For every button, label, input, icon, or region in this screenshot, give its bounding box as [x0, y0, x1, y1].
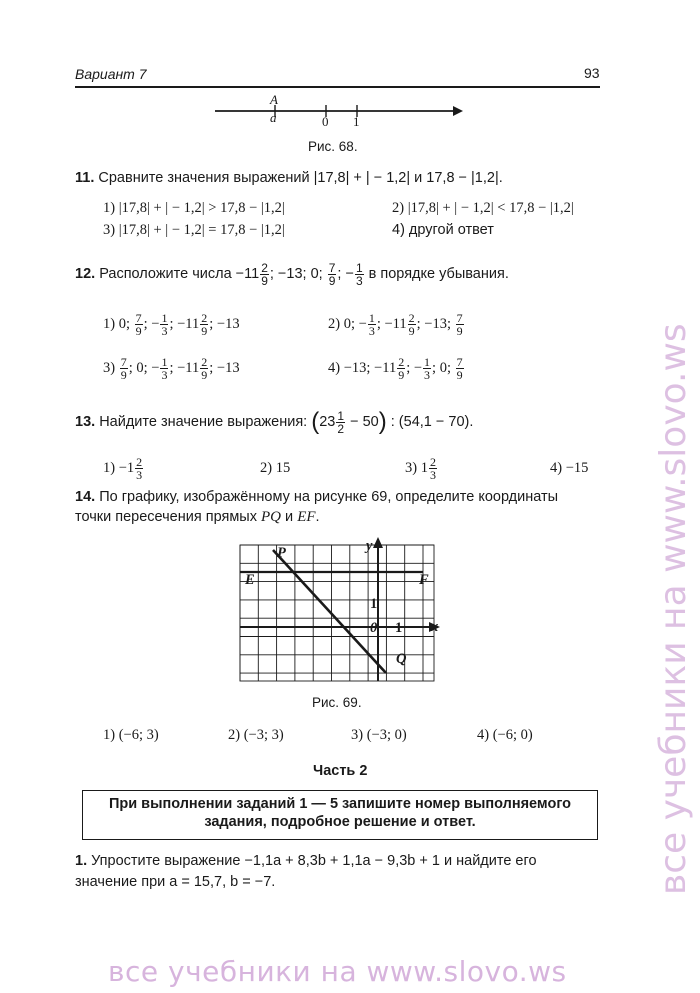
task1-line1 — [75, 853, 537, 869]
q11-question — [75, 170, 503, 186]
page-number: 93 — [584, 65, 600, 81]
q14-option-1[interactable]: 1) (−6; 3) — [103, 727, 159, 743]
q14-option-4[interactable]: 4) (−6; 0) — [477, 727, 533, 743]
fig68-label-A: A — [270, 92, 278, 107]
fig68-caption: Рис. 68. — [308, 139, 358, 154]
q13-question: 13. Найдите значение выражения: (23 $\frac{1}{2}$ − 50) : (54,1 − 70). — [75, 408, 474, 436]
fig69-graph — [238, 535, 448, 690]
q14-text-line1: По графику, изображённому на рисунке 69, определите координаты — [99, 489, 559, 505]
graph-label-one-x: 1 — [395, 620, 403, 636]
q12-frac-2-9: $\frac{2}{9}$ — [261, 260, 268, 288]
header-rule — [75, 86, 600, 88]
q13-option-2[interactable]: 2) 15 — [260, 460, 291, 476]
q12-frac-1-3: $\frac{1}{3}$ — [355, 260, 363, 288]
fig68-label-a: a — [270, 110, 277, 125]
part2-box-line1: При выполнении заданий 1 — 5 запишите номер выполняемого — [108, 796, 572, 812]
fig69-caption: Рис. 69. — [312, 695, 362, 710]
task1-number: 1. — [75, 853, 88, 869]
q12-frac-7-9: $\frac{7}{9}$ — [328, 260, 336, 288]
q12-option-2[interactable]: 2) 0; − $\frac{1}{3}$ ; −11 $\frac{2}{9}$ ; −13; $\frac{7}{9}$ — [328, 311, 463, 339]
q12-option-1[interactable]: 1) 0; $\frac{7}{9}$ ; − $\frac{1}{3}$ ; −11 $\frac{2}{9}$ ; −13 — [103, 311, 240, 339]
q11-text: Сравните значения выражений |17,8| + | − 1,2| и 17,8 − |1,2|. — [98, 170, 503, 186]
fig68-number-line — [205, 94, 475, 134]
q11-option-2[interactable]: 2) |17,8| + | − 1,2| < 17,8 − |1,2| — [392, 200, 574, 216]
q14-question-line2: точки пересечения прямых PQ и EF. — [75, 509, 320, 525]
graph-label-Q: Q — [396, 651, 407, 667]
graph-label-x: x — [431, 619, 439, 635]
q11-number: 11. — [75, 170, 95, 186]
q11-option-3[interactable]: 3) |17,8| + | − 1,2| = 17,8 − |1,2| — [103, 222, 285, 238]
fig68-label-zero: 0 — [322, 114, 329, 129]
task1-text-line1: Упростите выражение −1,1a + 8,3b + 1,1a − 9,3b + 1 и найдите его — [91, 853, 537, 869]
part2-title: Часть 2 — [313, 763, 368, 779]
graph-label-F: F — [419, 572, 429, 588]
graph-label-E: E — [245, 572, 255, 588]
q12-text-end: в порядке убывания. — [368, 266, 509, 282]
watermark-bottom: все учебники на www.slovo.ws — [108, 955, 567, 988]
q12-option-3[interactable]: 3) $\frac{7}{9}$ ; 0; − $\frac{1}{3}$ ; −11 $\frac{2}{9}$ ; −13 — [103, 355, 240, 383]
q13-option-3[interactable]: 3) 1 $\frac{2}{3}$ — [405, 455, 436, 483]
q12-question: 12. Расположите числа −11 $\frac{2}{9}$ ; −13; 0; $\frac{7}{9}$ ; − $\frac{1}{3}$ в порядке убывания. — [75, 260, 509, 288]
q13-option-1[interactable]: 1) −1 $\frac{2}{3}$ — [103, 455, 143, 483]
variant-title: Вариант 7 — [75, 66, 147, 82]
q13-option-4[interactable]: 4) −15 — [550, 460, 589, 476]
graph-label-y: y — [366, 538, 373, 554]
graph-label-P: P — [277, 545, 286, 561]
part2-box-line2: задания, подробное решение и ответ. — [204, 814, 476, 830]
q11-option-1[interactable]: 1) |17,8| + | − 1,2| > 17,8 − |1,2| — [103, 200, 285, 216]
q11-option-4[interactable]: 4) другой ответ — [392, 222, 494, 238]
q14-option-3[interactable]: 3) (−3; 0) — [351, 727, 407, 743]
graph-label-zero: 0 — [370, 620, 378, 636]
fig68-label-one: 1 — [353, 114, 360, 129]
q12-number: 12. — [75, 266, 96, 282]
part2-instructions-box — [82, 790, 598, 840]
q12-numbers-mid: ; −13; 0; — [269, 266, 323, 282]
q14-number: 14. — [75, 489, 96, 505]
watermark-side: все учебники на www.slovo.ws — [653, 323, 694, 895]
q14-option-2[interactable]: 2) (−3; 3) — [228, 727, 284, 743]
q13-text: Найдите значение выражения: — [99, 414, 308, 430]
q14-question-line1 — [75, 489, 558, 505]
q12-text-start: Расположите числа −11 — [99, 266, 260, 282]
graph-label-one-y: 1 — [370, 596, 378, 612]
q12-option-4[interactable]: 4) −13; −11 $\frac{2}{9}$ ; − $\frac{1}{3}$ ; 0; $\frac{7}{9}$ — [328, 355, 463, 383]
task1-text-line2: значение при a = 15,7, b = −7. — [75, 874, 276, 890]
q13-number: 13. — [75, 414, 96, 430]
